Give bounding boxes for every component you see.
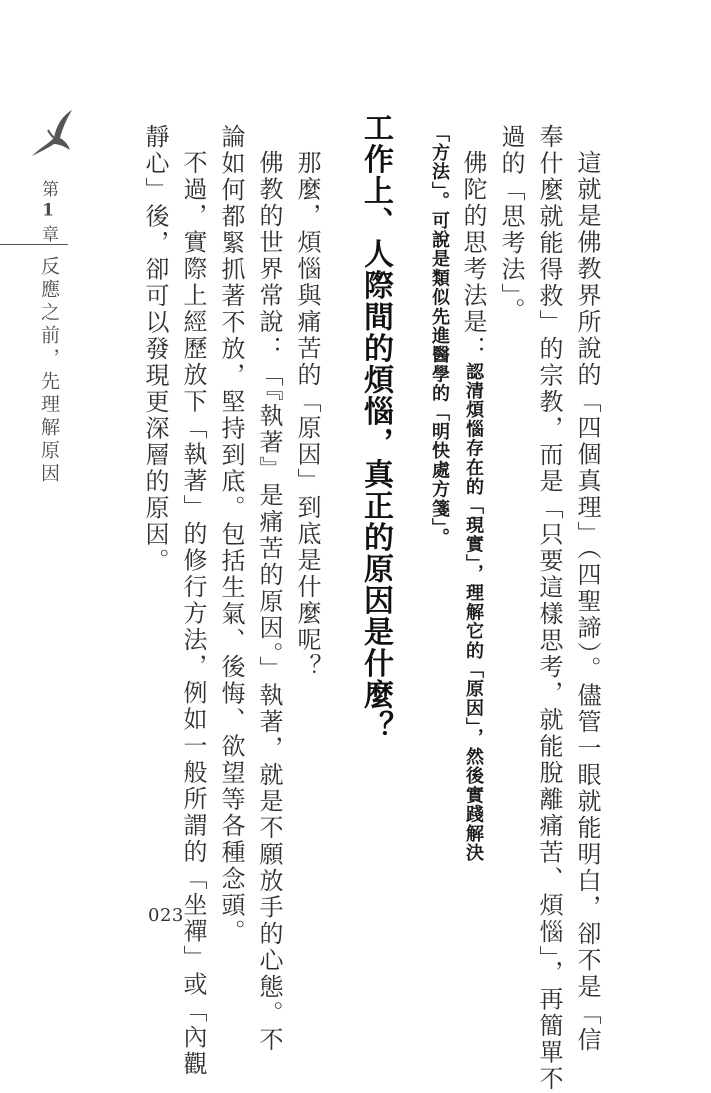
section-heading: 工作上、人際間的煩惱，真正的原因是什麼？ bbox=[358, 112, 393, 742]
body-column-5: 「方法」。可說是類似先進醫學的「明快處方箋」。 bbox=[429, 124, 450, 548]
body-column-4 bbox=[461, 150, 485, 862]
body-column-2: 奉什麼就能得救」的宗教，而是「只要這樣思考，就能脫離痛苦、煩惱」，再簡單不 bbox=[535, 124, 563, 1093]
chapter-divider bbox=[0, 244, 68, 245]
body-column-8: 論如何都緊抓著不放，堅持到底。包括生氣、後悔、欲望等各種念頭。 bbox=[217, 124, 245, 946]
bird-icon bbox=[30, 108, 74, 158]
chapter-number: 1 bbox=[42, 202, 54, 220]
body-column-10: 靜心」後，卻可以發現更深層的原因。 bbox=[141, 124, 169, 575]
chapter-prefix: 第 bbox=[38, 180, 58, 197]
page-number: 023 bbox=[148, 905, 184, 926]
chapter-suffix: 章 bbox=[38, 224, 58, 242]
chapter-marker bbox=[36, 180, 61, 242]
body-column-9: 不過，實際上經歷放下「執著」的修行方法，例如一般所謂的「坐禪」或「內觀 bbox=[179, 150, 207, 1078]
body-column-7: 佛教的世界常說：「『執著』是痛苦的原因。」執著，就是不願放手的心態。不 bbox=[255, 150, 283, 1054]
body-column-4-emphasis: 認清煩惱存在的「現實」，理解它的「原因」，然後實踐解決 bbox=[463, 362, 484, 863]
chapter-title: 反應之前，先理解原因 bbox=[38, 256, 60, 486]
body-column-4-lead: 佛陀的思考法是： bbox=[459, 150, 487, 362]
body-column-1: 這就是佛教界所說的「四個真理」（四聖諦）。儘管一眼就能明白，卻不是「信 bbox=[573, 150, 601, 1054]
body-column-6: 那麼，煩惱與痛苦的「原因」到底是什麼呢？ bbox=[293, 150, 321, 680]
body-column-3: 過的「思考法」。 bbox=[497, 124, 525, 324]
